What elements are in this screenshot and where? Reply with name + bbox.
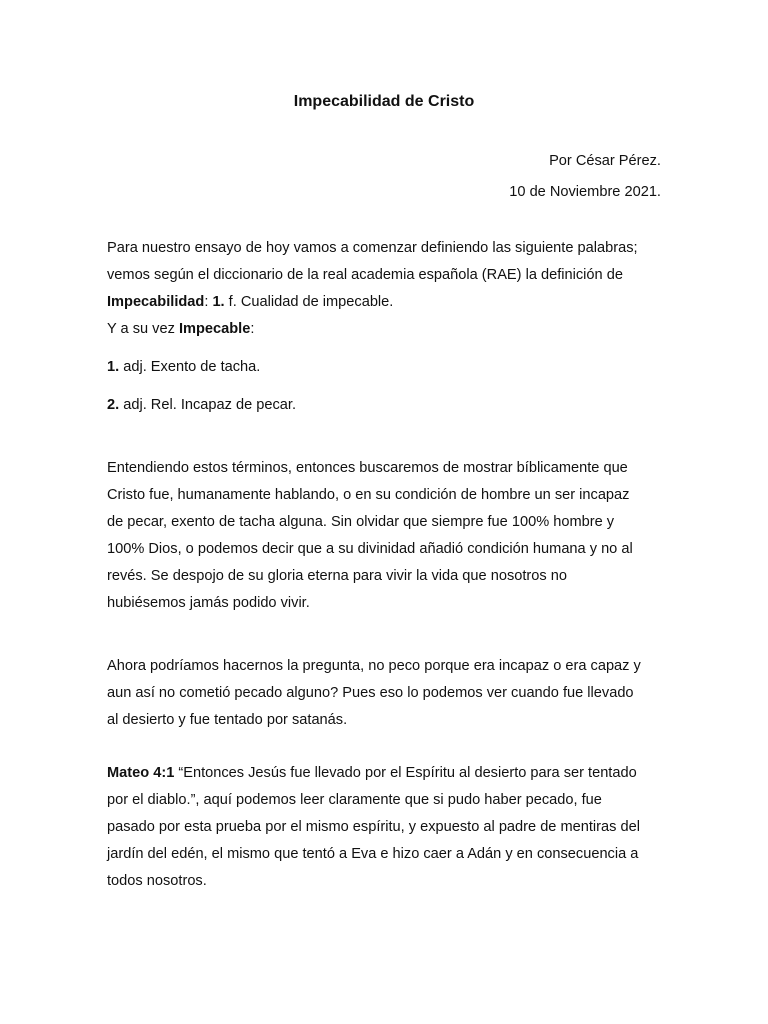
paragraph-line: 100% Dios, o podemos decir que a su divinidad añadió condición humana y no al xyxy=(107,541,633,557)
paragraph-line: jardín del edén, el mismo que tentó a Eva e hizo caer a Adán y en consecuencia a xyxy=(107,846,639,862)
paragraph-line: Cristo fue, humanamente hablando, o en su condición de hombre un ser incapaz xyxy=(107,487,630,503)
definition-number: 2. xyxy=(107,397,120,413)
paragraph-line: pasado por esta prueba por el mismo espíritu, y expuesto al padre de mentiras del xyxy=(107,819,640,835)
paragraph-line: al desierto y fue tentado por satanás. xyxy=(107,712,348,728)
intro-line-3 xyxy=(107,292,393,312)
paragraph-line: aun así no cometió pecado alguno? Pues eso lo podemos ver cuando fue llevado xyxy=(107,685,634,701)
definition-item xyxy=(107,395,296,415)
paragraph-line: por el diablo.”, aquí podemos leer claramente que si pudo haber pecado, fue xyxy=(107,792,602,808)
scripture-quote: “Entonces Jesús fue llevado por el Espíritu al desierto para ser tentado xyxy=(174,765,637,781)
term-impecabilidad: Impecabilidad xyxy=(107,294,205,310)
scripture-reference: Mateo 4:1 xyxy=(107,765,175,781)
intro-line-2: vemos según el diccionario de la real academia española (RAE) la definición de xyxy=(107,267,623,283)
paragraph-line xyxy=(107,763,637,783)
paragraph-line: revés. Se despojo de su gloria eterna para vivir la vida que nosotros no xyxy=(107,568,567,584)
intro-line-1: Para nuestro ensayo de hoy vamos a comenzar definiendo las siguiente palabras; xyxy=(107,240,638,256)
definition-number: 1. xyxy=(107,359,120,375)
definition-item xyxy=(107,357,260,377)
paragraph-line: Entendiendo estos términos, entonces buscaremos de mostrar bíblicamente que xyxy=(107,460,628,476)
author-line: Por César Pérez. xyxy=(549,153,661,169)
paragraph-line: todos nosotros. xyxy=(107,873,207,889)
definition-text: f. Cualidad de impecable. xyxy=(224,294,394,310)
paragraph-line: Ahora podríamos hacernos la pregunta, no peco porque era incapaz o era capaz y xyxy=(107,658,641,674)
definition-text: adj. Rel. Incapaz de pecar. xyxy=(119,397,297,413)
definition-number: 1. xyxy=(212,294,225,310)
definition-text: adj. Exento de tacha. xyxy=(119,359,261,375)
term-impecable: Impecable xyxy=(178,321,251,337)
paragraph-line: de pecar, exento de tacha alguna. Sin olvidar que siempre fue 100% hombre y xyxy=(107,514,615,530)
intro-line-4 xyxy=(107,319,254,339)
intro-prefix: Y a su vez xyxy=(107,321,179,337)
intro-suffix: : xyxy=(250,321,255,337)
paragraph-line: hubiésemos jamás podido vivir. xyxy=(107,595,310,611)
term-separator: : xyxy=(204,294,213,310)
document-title: Impecabilidad de Cristo xyxy=(293,93,475,110)
date-line: 10 de Noviembre 2021. xyxy=(509,184,661,200)
